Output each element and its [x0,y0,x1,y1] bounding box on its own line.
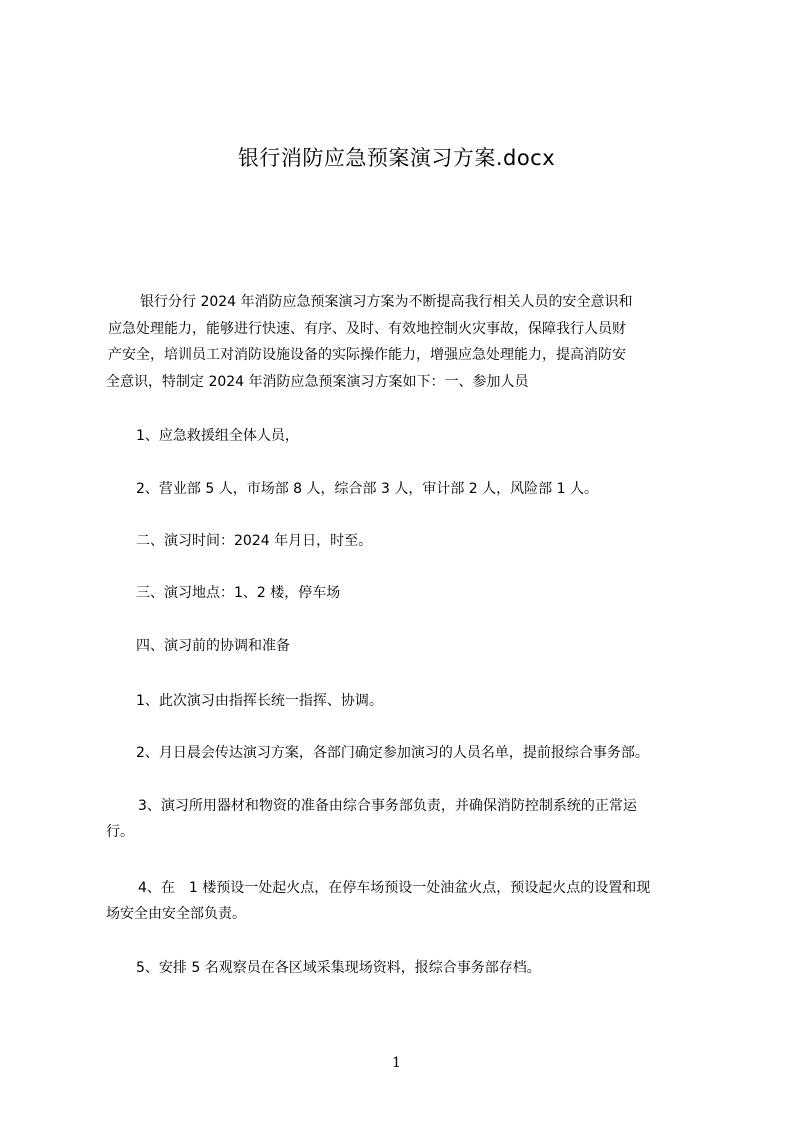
paragraph-drill-location: 三、演习地点：1、2 楼，停车场 [136,585,341,601]
paragraph-item-2: 2、营业部 5 人，市场部 8 人，综合部 3 人，审计部 2 人，风险部 1 人。 [136,481,598,497]
document-title: 银行消防应急预案演习方案.docx [237,146,556,170]
paragraph-prep-4-line-2: 场安全由安全部负责。 [106,906,246,922]
paragraph-prep-4-line-1: 4、在 1 楼预设一处起火点，在停车场预设一处油盆火点，预设起火点的设置和现 [138,880,651,896]
page-number: 1 [392,1055,401,1071]
intro-line-3: 产安全，培训员工对消防设施设备的实际操作能力，增强应急处理能力，提高消防安 [108,347,626,363]
paragraph-drill-time: 二、演习时间：2024 年月日，时至。 [136,533,373,549]
paragraph-prep-3-line-1: 3、演习所用器材和物资的准备由综合事务部负责，并确保消防控制系统的正常运 [138,798,637,814]
paragraph-prep-4 [106,875,650,927]
paragraph-prep-3 [106,793,637,845]
paragraph-prep-1: 1、此次演习由指挥长统一指挥、协调。 [136,693,383,709]
intro-line-2: 应急处理能力，能够进行快速、有序、及时、有效地控制火灾事故，保障我行人员财 [108,320,626,337]
intro-paragraph [106,289,706,395]
section-heading-preparation: 四、演习前的协调和准备 [136,638,290,654]
paragraph-item-1: 1、应急救援组全体人员， [136,428,299,444]
paragraph-prep-2: 2、月日晨会传达演习方案，各部门确定参加演习的人员名单，提前报综合事务部。 [136,745,649,761]
paragraph-prep-5: 5、安排 5 名观察员在各区域采集现场资料，报综合事务部存档。 [136,960,541,976]
paragraph-prep-3-line-2: 行。 [106,824,134,840]
intro-line-4: 全意识，特制定 2024 年消防应急预案演习方案如下：一、参加人员 [106,373,529,390]
intro-line-1: 银行分行 2024 年消防应急预案演习方案为不断提高我行相关人员的安全意识和 [140,294,633,310]
